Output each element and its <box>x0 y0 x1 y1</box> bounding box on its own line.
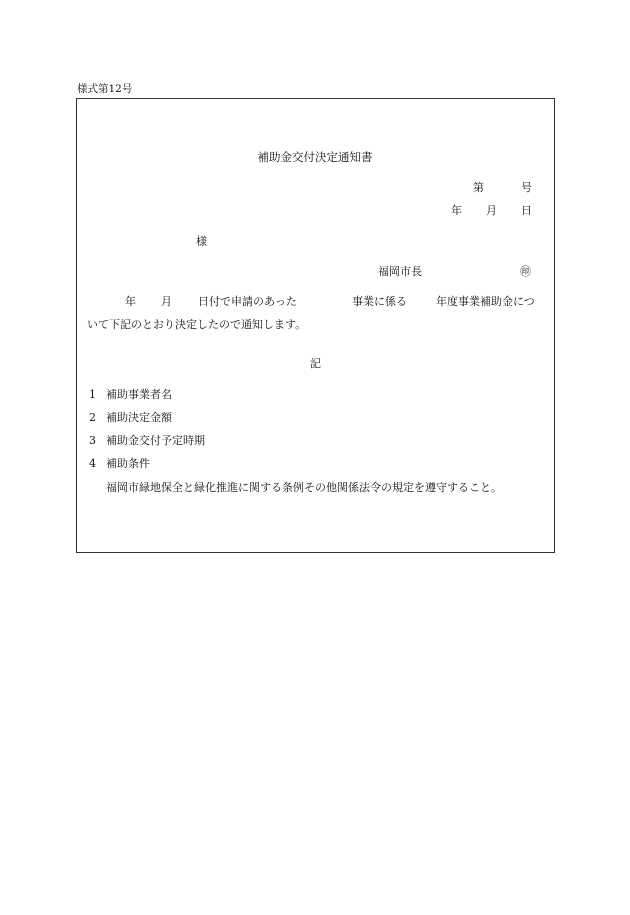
date-month: 月 <box>486 204 497 217</box>
seal-mark: ㊞ <box>520 265 531 278</box>
issue-number-suffix: 号 <box>521 181 532 194</box>
body-line-2: いて下記のとおり決定したので通知します。 <box>87 318 307 331</box>
ki-heading: 記 <box>310 357 321 370</box>
item-label-4: 補助条件 <box>106 457 150 470</box>
issue-number-prefix: 第 <box>473 181 484 194</box>
item-label-1: 補助事業者名 <box>106 388 172 401</box>
item-label-2: 補助決定金額 <box>106 411 172 424</box>
addressee-honorific: 様 <box>196 235 207 248</box>
document-title: 補助金交付決定通知書 <box>257 150 373 164</box>
body-month: 月 <box>161 295 172 308</box>
item-number-4: 4 <box>89 457 96 470</box>
body-fiscal-phrase: 年度事業補助金につ <box>436 295 535 308</box>
item-label-3: 補助金交付予定時期 <box>106 434 205 447</box>
item-number-2: 2 <box>89 411 96 424</box>
item-number-1: 1 <box>89 388 96 401</box>
condition-text: 福岡市緑地保全と緑化推進に関する条例その他関係法令の規定を遵守すること。 <box>106 481 502 494</box>
form-number: 様式第12号 <box>77 83 133 95</box>
item-number-3: 3 <box>89 434 96 447</box>
body-project-phrase: 事業に係る <box>352 295 407 308</box>
date-day: 日 <box>521 204 532 217</box>
issuer-name: 福岡市長 <box>378 265 422 278</box>
body-date-phrase: 日付で申請のあった <box>198 295 297 308</box>
date-year: 年 <box>451 204 462 217</box>
body-year: 年 <box>125 295 136 308</box>
